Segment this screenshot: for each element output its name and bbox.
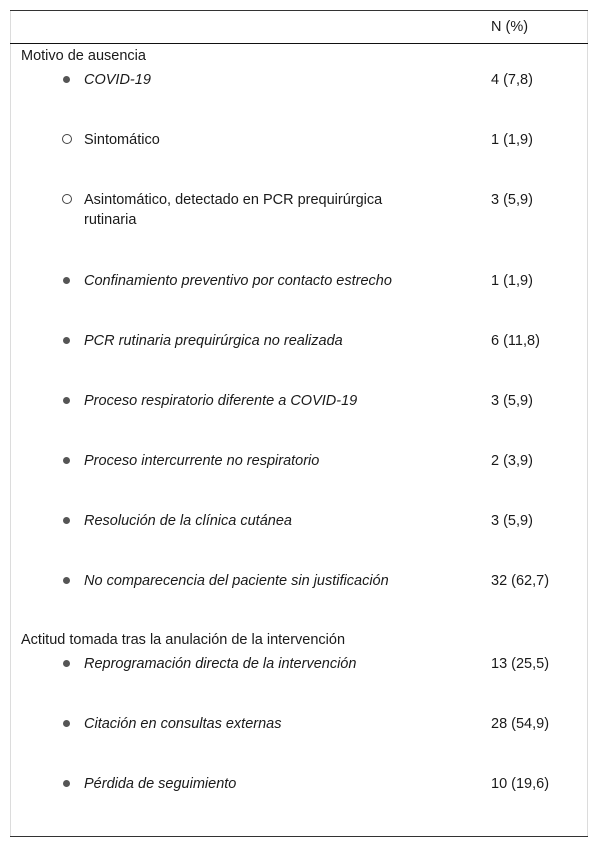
column-header-n: N (%) [491, 19, 529, 35]
table-bottom-rule [10, 836, 588, 837]
row-value: 4 (7,8) [491, 72, 533, 88]
row-label: Confinamiento preventivo por contacto estrecho [84, 273, 392, 289]
row-label: Reprogramación directa de la intervención [84, 656, 357, 672]
row-value: 28 (54,9) [491, 716, 550, 732]
section-title-actitud: Actitud tomada tras la anulación de la intervención [21, 632, 346, 648]
row-label: Proceso intercurrente no respiratorio [84, 453, 320, 469]
bullet-disc-icon [63, 277, 70, 284]
bullet-disc-icon [63, 720, 70, 727]
bullet-disc-icon [63, 517, 70, 524]
row-value: 13 (25,5) [491, 656, 550, 672]
row-label: Proceso respiratorio diferente a COVID-19 [84, 393, 358, 409]
row-value: 3 (5,9) [491, 393, 533, 409]
bullet-circle-icon [62, 194, 72, 204]
bullet-disc-icon [63, 577, 70, 584]
table-header-rule [10, 43, 588, 44]
row-label: No comparecencia del paciente sin justificación [84, 573, 389, 589]
row-label: Sintomático [84, 132, 160, 148]
bullet-disc-icon [63, 76, 70, 83]
row-value: 6 (11,8) [491, 333, 540, 349]
row-label: PCR rutinaria prequirúrgica no realizada [84, 333, 343, 349]
row-label: Asintomático, detectado en PCR prequirúrgica rutinaria [84, 192, 383, 228]
bullet-disc-icon [63, 337, 70, 344]
row-label: Pérdida de seguimiento [84, 776, 237, 792]
row-label: COVID-19 [84, 72, 151, 88]
section-title-motivo: Motivo de ausencia [21, 48, 146, 64]
row-value: 3 (5,9) [491, 192, 533, 208]
row-value: 32 (62,7) [491, 573, 550, 589]
row-value: 3 (5,9) [491, 513, 533, 529]
row-value: 1 (1,9) [491, 132, 533, 148]
row-value: 1 (1,9) [491, 273, 533, 289]
bullet-disc-icon [63, 457, 70, 464]
row-label: Citación en consultas externas [84, 716, 282, 732]
row-label: Resolución de la clínica cutánea [84, 513, 292, 529]
bullet-disc-icon [63, 780, 70, 787]
bullet-circle-icon [62, 134, 72, 144]
row-value: 10 (19,6) [491, 776, 550, 792]
table-top-rule [10, 10, 588, 11]
bullet-disc-icon [63, 660, 70, 667]
row-value: 2 (3,9) [491, 453, 533, 469]
bullet-disc-icon [63, 397, 70, 404]
